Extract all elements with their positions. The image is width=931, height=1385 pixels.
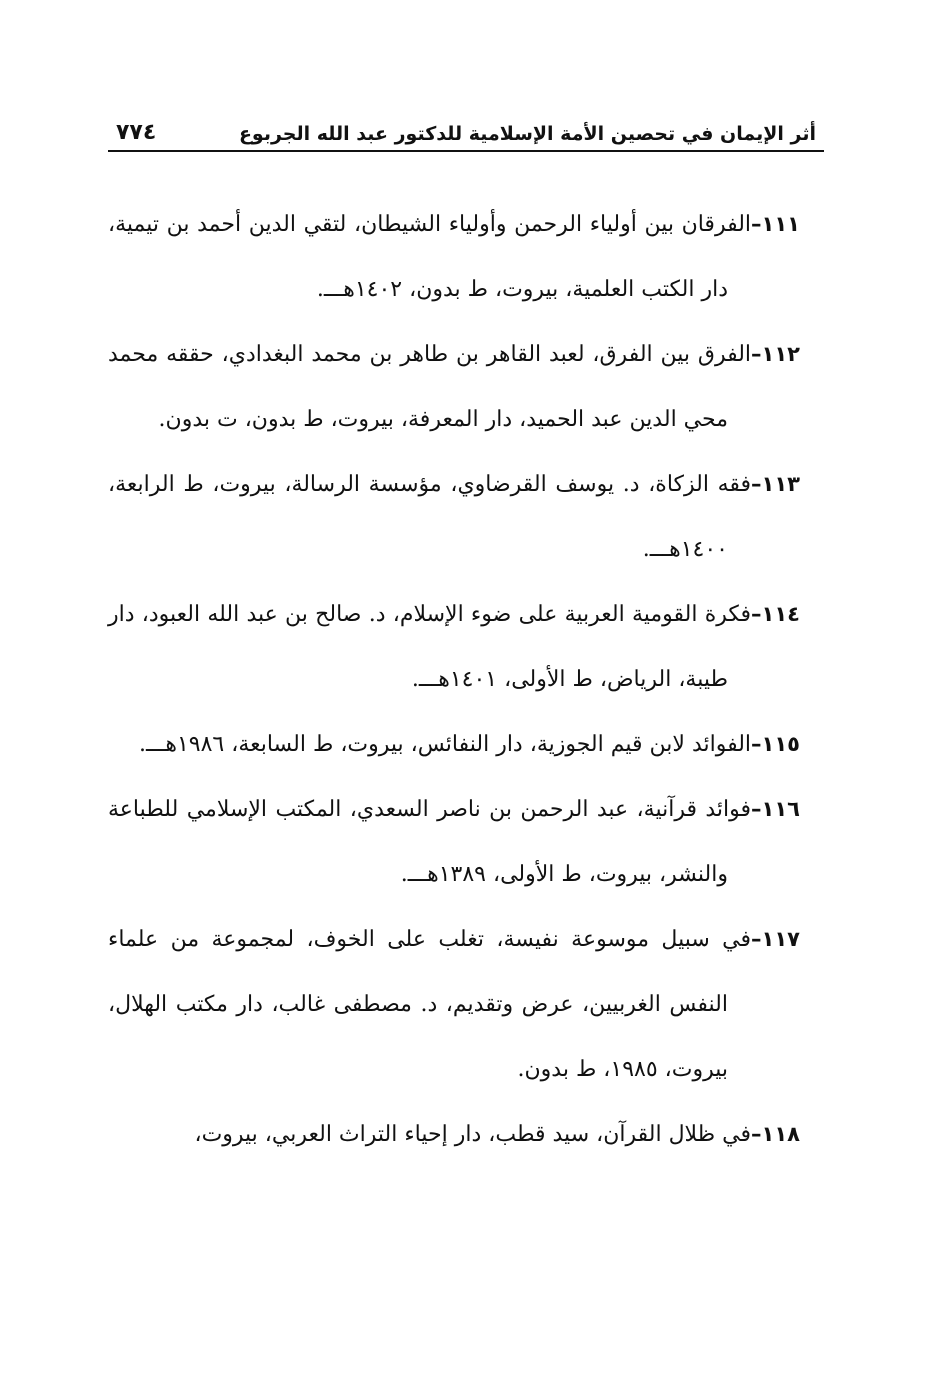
entry-number: ١١٨–: [751, 1122, 800, 1146]
bibliography-entry-111: [108, 192, 800, 322]
entry-text: في ظلال القرآن، سيد قطب، دار إحياء التراث العربي، بيروت،: [194, 1122, 752, 1147]
bibliography-entry-113: [108, 452, 800, 582]
page-number: ٧٧٤: [116, 120, 157, 145]
entry-text: الفوائد لابن قيم الجوزية، دار النفائس، بيروت، ط السابعة، ١٩٨٦هـــ.: [139, 732, 752, 757]
header-rule: [108, 150, 824, 152]
entry-text: الفرقان بين أولياء الرحمن وأولياء الشيطان، لتقي الدين أحمد بن تيمية، دار الكتب العلمية، بيروت، ط بدون، ١٤٠٢هـــ.: [108, 212, 752, 302]
header-title: أثر الإيمان في تحصين الأمة الإسلامية للدكتور عبد الله الجربوع: [238, 123, 816, 145]
bibliography-entry-114: [108, 582, 800, 712]
entry-text: فقه الزكاة، د. يوسف القرضاوي، مؤسسة الرسالة، بيروت، ط الرابعة، ١٤٠٠هـــ.: [108, 472, 752, 562]
bibliography-entry-112: [108, 322, 800, 452]
bibliography-entry-117: [108, 907, 800, 1102]
entry-number: ١١٣–: [751, 472, 800, 496]
bibliography-entry-115: [108, 712, 800, 777]
entry-number: ١١٧–: [751, 927, 800, 951]
entry-number: ١١٤–: [751, 602, 800, 626]
entry-number: ١١٥–: [751, 732, 800, 756]
entry-number: ١١٢–: [751, 342, 800, 366]
entry-text: في سبيل موسوعة نفيسة، تغلب على الخوف، لمجموعة من علماء النفس الغربيين، عرض وتقديم، د. مصطفى غالب، دار مكتب الهلال، بيروت، ١٩٨٥، ط بدون.: [108, 927, 752, 1082]
entry-text: الفرق بين الفرق، لعبد القاهر بن طاهر بن محمد البغدادي، حققه محمد محي الدين عبد الحميد، دار المعرفة، بيروت، ط بدون، ت بدون.: [108, 342, 752, 432]
running-header: [110, 104, 822, 144]
entry-text: فوائد قرآنية، عبد الرحمن بن ناصر السعدي، المكتب الإسلامي للطباعة والنشر، بيروت، ط الأولى، ١٣٨٩هـــ.: [108, 797, 752, 887]
bibliography-list: [108, 192, 800, 1167]
bibliography-entry-118: [108, 1102, 800, 1167]
bibliography-entry-116: [108, 777, 800, 907]
entry-number: ١١١–: [751, 212, 800, 236]
entry-number: ١١٦–: [751, 797, 800, 821]
entry-text: فكرة القومية العربية على ضوء الإسلام، د. صالح بن عبد الله العبود، دار طيبة، الرياض، ط الأولى، ١٤٠١هـــ.: [108, 602, 752, 692]
